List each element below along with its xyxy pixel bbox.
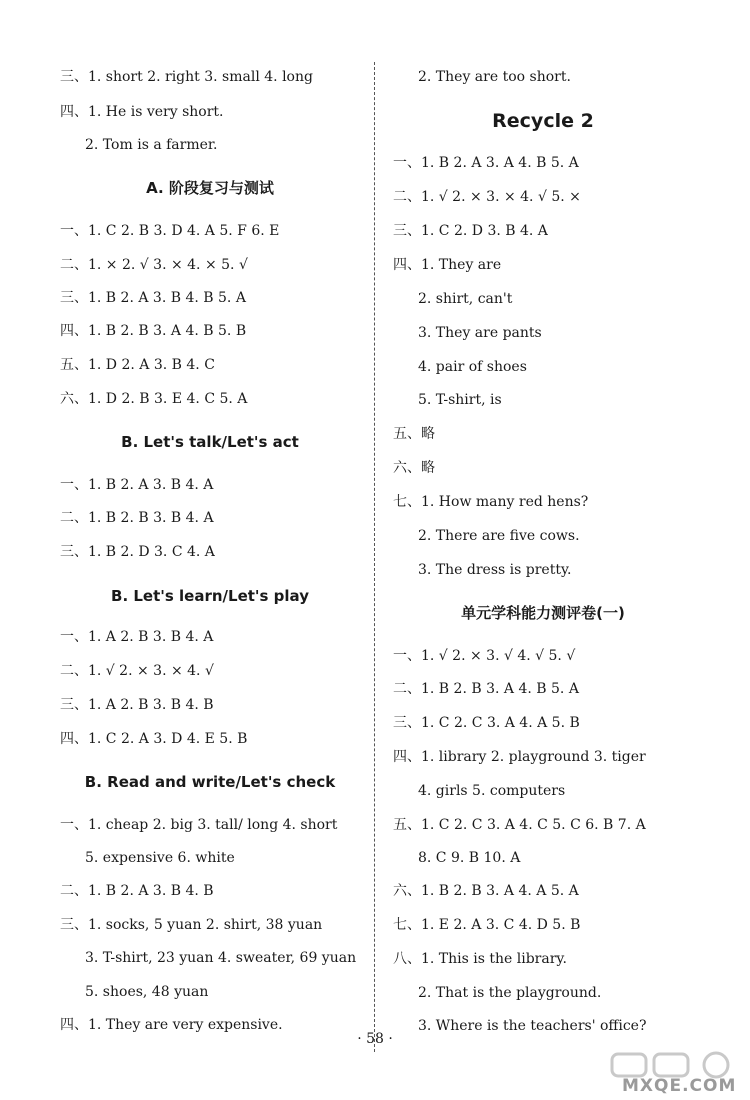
answer-line: 七、1. How many red hens? xyxy=(393,494,589,510)
answer-line: 二、1. B 2. B 3. B 4. A xyxy=(60,510,214,526)
section-heading: B. Let's talk/Let's act xyxy=(121,433,299,451)
answer-line: 三、1. C 2. C 3. A 4. A 5. B xyxy=(393,715,580,731)
answer-line: 一、1. C 2. B 3. D 4. A 5. F 6. E xyxy=(60,223,280,239)
answer-line: 二、1. √ 2. × 3. × 4. √ 5. × xyxy=(393,189,581,205)
answer-line: 八、1. This is the library. xyxy=(393,951,567,967)
answer-line: 4. pair of shoes xyxy=(418,359,527,375)
answer-line: 5. expensive 6. white xyxy=(85,850,235,866)
answer-line: 五、1. D 2. A 3. B 4. C xyxy=(60,357,215,373)
answer-line: 四、1. He is very short. xyxy=(60,104,224,120)
answer-line: 2. That is the playground. xyxy=(418,985,602,1001)
answer-line: 四、1. They are very expensive. xyxy=(60,1017,283,1033)
answer-line: 六、1. B 2. B 3. A 4. A 5. A xyxy=(393,883,579,899)
watermark-text: MXQE.COM xyxy=(622,1076,737,1096)
answer-line: 六、略 xyxy=(393,460,435,476)
answer-line: 二、1. B 2. B 3. A 4. B 5. A xyxy=(393,681,579,697)
answer-line: 8. C 9. B 10. A xyxy=(418,850,521,866)
answer-line: 2. They are too short. xyxy=(418,69,571,85)
answer-line: 3. They are pants xyxy=(418,325,542,341)
answer-line: 四、1. B 2. B 3. A 4. B 5. B xyxy=(60,323,247,339)
section-heading: Recycle 2 xyxy=(492,110,594,132)
section-heading: B. Read and write/Let's check xyxy=(84,773,336,791)
section-heading: A. 阶段复习与测试 xyxy=(146,179,274,197)
answer-line: 一、1. A 2. B 3. B 4. A xyxy=(60,629,214,645)
answer-line: 一、1. cheap 2. big 3. tall/ long 4. short xyxy=(60,817,338,833)
column-divider xyxy=(374,62,375,1052)
answer-line: 一、1. √ 2. × 3. √ 4. √ 5. √ xyxy=(393,648,576,664)
answer-line: 二、1. × 2. √ 3. × 4. × 5. √ xyxy=(60,257,248,273)
answer-line: 三、1. C 2. D 3. B 4. A xyxy=(393,223,548,239)
answer-line: 七、1. E 2. A 3. C 4. D 5. B xyxy=(393,917,581,933)
answer-line: 3. The dress is pretty. xyxy=(418,562,572,578)
section-heading: B. Let's learn/Let's play xyxy=(111,587,309,605)
answer-line: 5. shoes, 48 yuan xyxy=(85,984,209,1000)
answer-line: 五、略 xyxy=(393,426,435,442)
answer-line: 一、1. B 2. A 3. A 4. B 5. A xyxy=(393,155,579,171)
answer-line: 一、1. B 2. A 3. B 4. A xyxy=(60,477,214,493)
answer-line: 2. Tom is a farmer. xyxy=(85,137,218,153)
answer-line: 四、1. library 2. playground 3. tiger xyxy=(393,749,646,765)
answer-line: 四、1. They are xyxy=(393,257,502,273)
answer-line: 三、1. A 2. B 3. B 4. B xyxy=(60,697,214,713)
answer-line: 3. Where is the teachers' office? xyxy=(418,1018,647,1034)
answer-line: 2. shirt, can't xyxy=(418,291,513,307)
page-number: · 58 · xyxy=(357,1031,393,1047)
answer-line: 三、1. socks, 5 yuan 2. shirt, 38 yuan xyxy=(60,917,323,933)
answer-line: 二、1. √ 2. × 3. × 4. √ xyxy=(60,663,214,679)
answer-line: 二、1. B 2. A 3. B 4. B xyxy=(60,883,214,899)
answer-line: 五、1. C 2. C 3. A 4. C 5. C 6. B 7. A xyxy=(393,817,646,833)
answer-line: 2. There are five cows. xyxy=(418,528,580,544)
answer-line: 六、1. D 2. B 3. E 4. C 5. A xyxy=(60,391,248,407)
answer-line: 三、1. short 2. right 3. small 4. long xyxy=(60,69,313,85)
answer-line: 4. girls 5. computers xyxy=(418,783,566,799)
answer-line: 三、1. B 2. A 3. B 4. B 5. A xyxy=(60,290,246,306)
answer-line: 3. T-shirt, 23 yuan 4. sweater, 69 yuan xyxy=(85,950,357,966)
section-heading: 单元学科能力测评卷(一) xyxy=(461,604,625,622)
answer-line: 四、1. C 2. A 3. D 4. E 5. B xyxy=(60,731,248,747)
answer-line: 5. T-shirt, is xyxy=(418,392,502,408)
answer-line: 三、1. B 2. D 3. C 4. A xyxy=(60,544,215,560)
